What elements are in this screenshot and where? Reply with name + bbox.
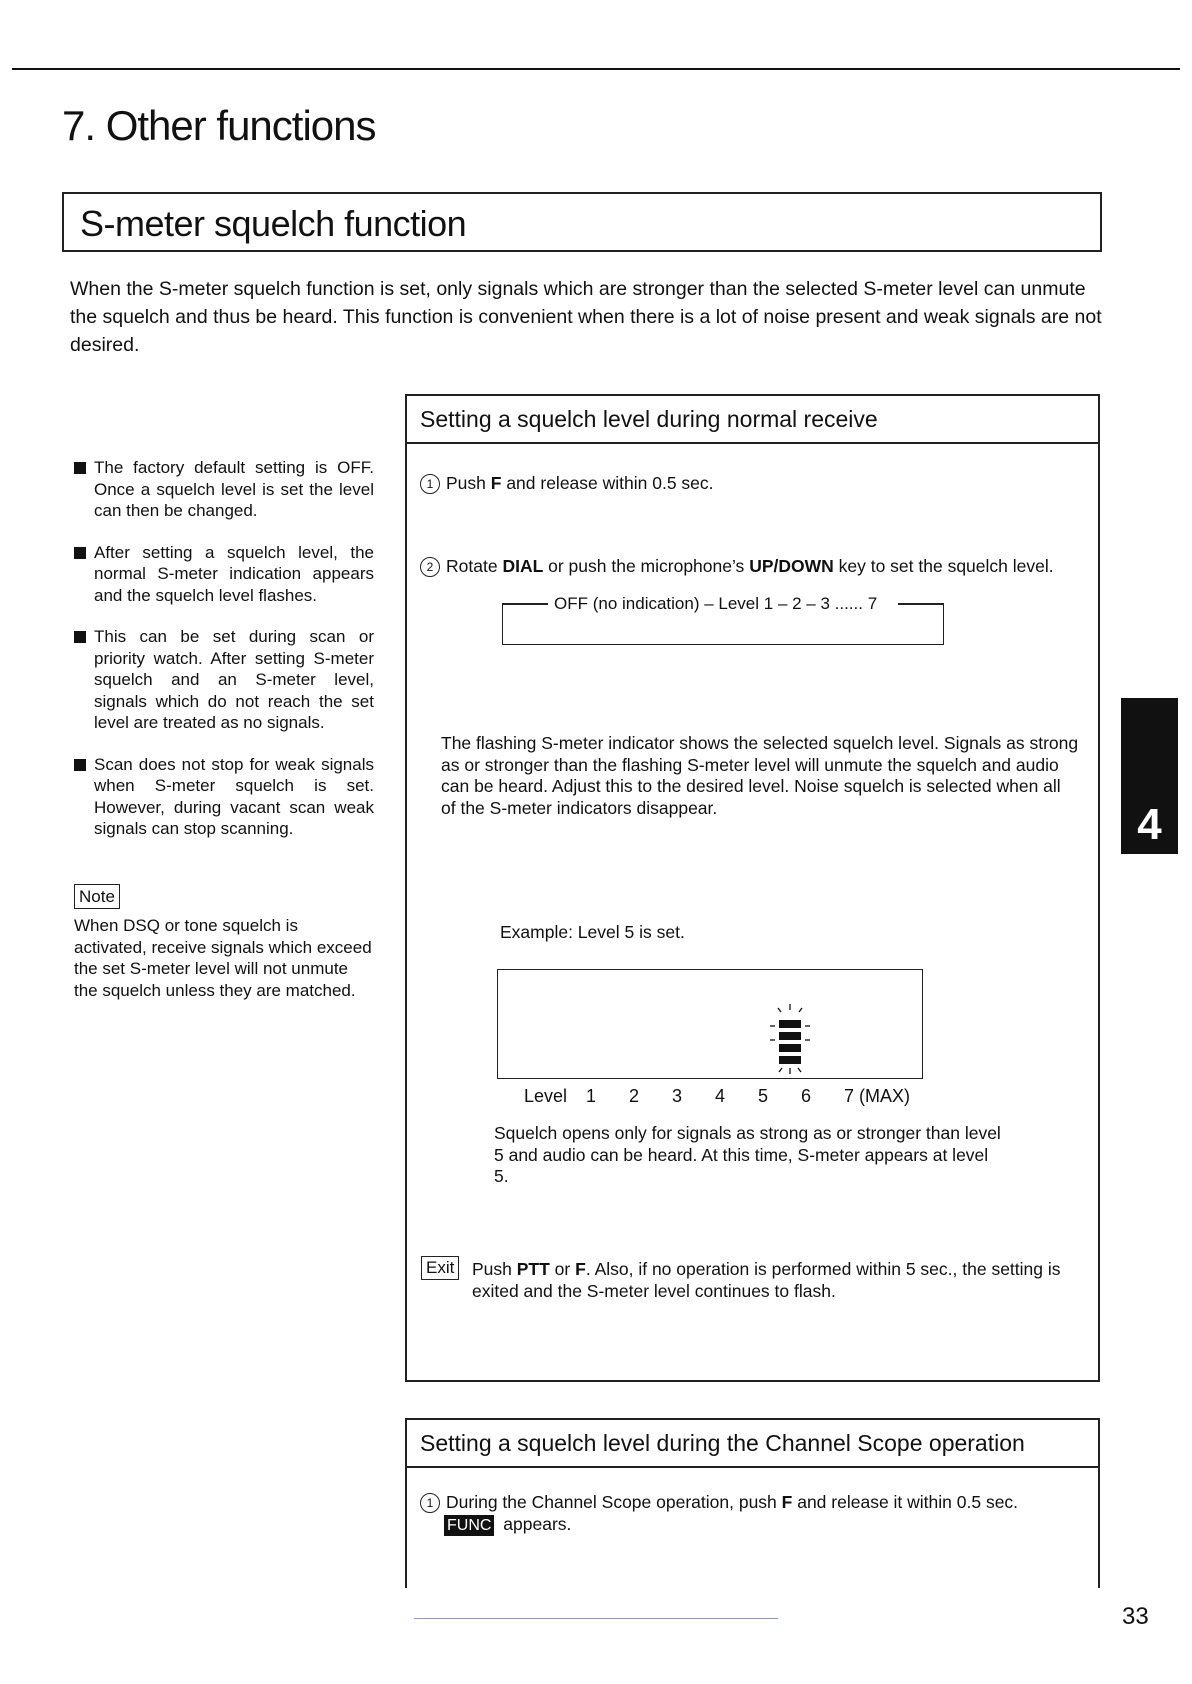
s-meter-bars (779, 1020, 801, 1064)
note-bullet: After setting a squelch level, the normal S-meter indication appears and the squelch level flashes. (74, 542, 374, 607)
normal-receive-panel-title: Setting a squelch level during normal receive (420, 406, 878, 432)
chapter-tab-number: 4 (1137, 800, 1162, 849)
s-meter-bar (779, 1032, 801, 1040)
bullet-square-icon (74, 462, 86, 474)
note-label: Note (74, 884, 120, 910)
note-bullet: The factory default setting is OFF. Once a squelch level is set the level can then be changed. (74, 457, 374, 522)
s-meter-bar (779, 1020, 801, 1028)
bullet-square-icon (74, 759, 86, 771)
level-tick: 2 (629, 1086, 640, 1106)
side-notes (74, 457, 374, 1001)
level-tick: 1 (586, 1086, 597, 1106)
note-text: When DSQ or tone squelch is activated, receive signals which exceed the set S-meter level will not unmute the squelch unless they are matched. (74, 916, 372, 1000)
step-1: 1 Push F and release within 0.5 sec. (420, 473, 714, 494)
note-bullet: This can be set during scan or priority watch. After setting S-meter squelch and an S-meter level, signals which do not reach the set level are treated as no signals. (74, 626, 374, 734)
squelch-example-description: Squelch opens only for signals as strong as or stronger than level 5 and audio can be heard. At this time, S-meter appears at level 5. (494, 1123, 1001, 1186)
top-rule (12, 68, 1180, 70)
exit-instructions: Push PTT or F. Also, if no operation is performed within 5 sec., the setting is exited and the S-meter level continues to flash. (472, 1259, 1061, 1301)
flashing-indicator-description: The flashing S-meter indicator shows the selected squelch level. Signals as strong as or stronger than the flashing S-meter level will unmute the squelch and audio can be heard. Adjust this to the desired level. Noise squelch is selected when all of the S-meter indicators disappear. (441, 733, 1079, 818)
func-indicator-badge: FUNC (444, 1515, 494, 1537)
section-title: S-meter squelch function (80, 203, 467, 244)
chapter-title: 7. Other functions (62, 102, 376, 149)
level-tick: 7 (MAX) (844, 1086, 911, 1106)
bullet-square-icon (74, 547, 86, 559)
bracket-line-left (502, 603, 548, 605)
level-tick: 6 (801, 1086, 812, 1106)
step-2: 2 Rotate DIAL or push the microphone’s UP/DOWN key to set the squelch level. (420, 556, 1054, 577)
note-bullet: Scan does not stop for weak signals when S-meter squelch is set. However, during vacant scan weak signals can stop scanning. (74, 754, 374, 840)
normal-receive-panel (405, 394, 1100, 1382)
step-number-icon: 1 (420, 474, 440, 494)
step-number-icon: 2 (420, 557, 440, 577)
s-meter-bar (779, 1056, 801, 1064)
level-scale-label: Level (524, 1086, 568, 1106)
level-scale (524, 1086, 910, 1107)
channel-scope-step-1: 1 During the Channel Scope operation, push F and release it within 0.5 sec. FUNC appears. (420, 1492, 1018, 1536)
footer-rule (414, 1618, 778, 1619)
level-tick: 5 (758, 1086, 769, 1106)
example-label: Example: Level 5 is set. (500, 922, 685, 942)
bracket-line-right (898, 603, 944, 605)
intro-paragraph: When the S-meter squelch function is set, only signals which are stronger than the selected S-meter level can unmute the squelch and thus be heard. This function is convenient when there is a lot of noise present and weak signals are not desired. (70, 278, 1102, 356)
page-number: 33 (1122, 1603, 1149, 1630)
s-meter-display (497, 969, 923, 1079)
bullet-square-icon (74, 631, 86, 643)
exit-label: Exit (421, 1256, 459, 1280)
flashing-s-meter-icon (760, 1002, 820, 1082)
level-tick: 4 (715, 1086, 726, 1106)
s-meter-bar (779, 1044, 801, 1052)
step-number-icon: 1 (420, 1493, 440, 1513)
channel-scope-panel-title: Setting a squelch level during the Channel Scope operation (420, 1430, 1025, 1456)
level-tick: 3 (672, 1086, 683, 1106)
level-range-label: OFF (no indication) – Level 1 – 2 – 3 ...... 7 (554, 594, 878, 613)
